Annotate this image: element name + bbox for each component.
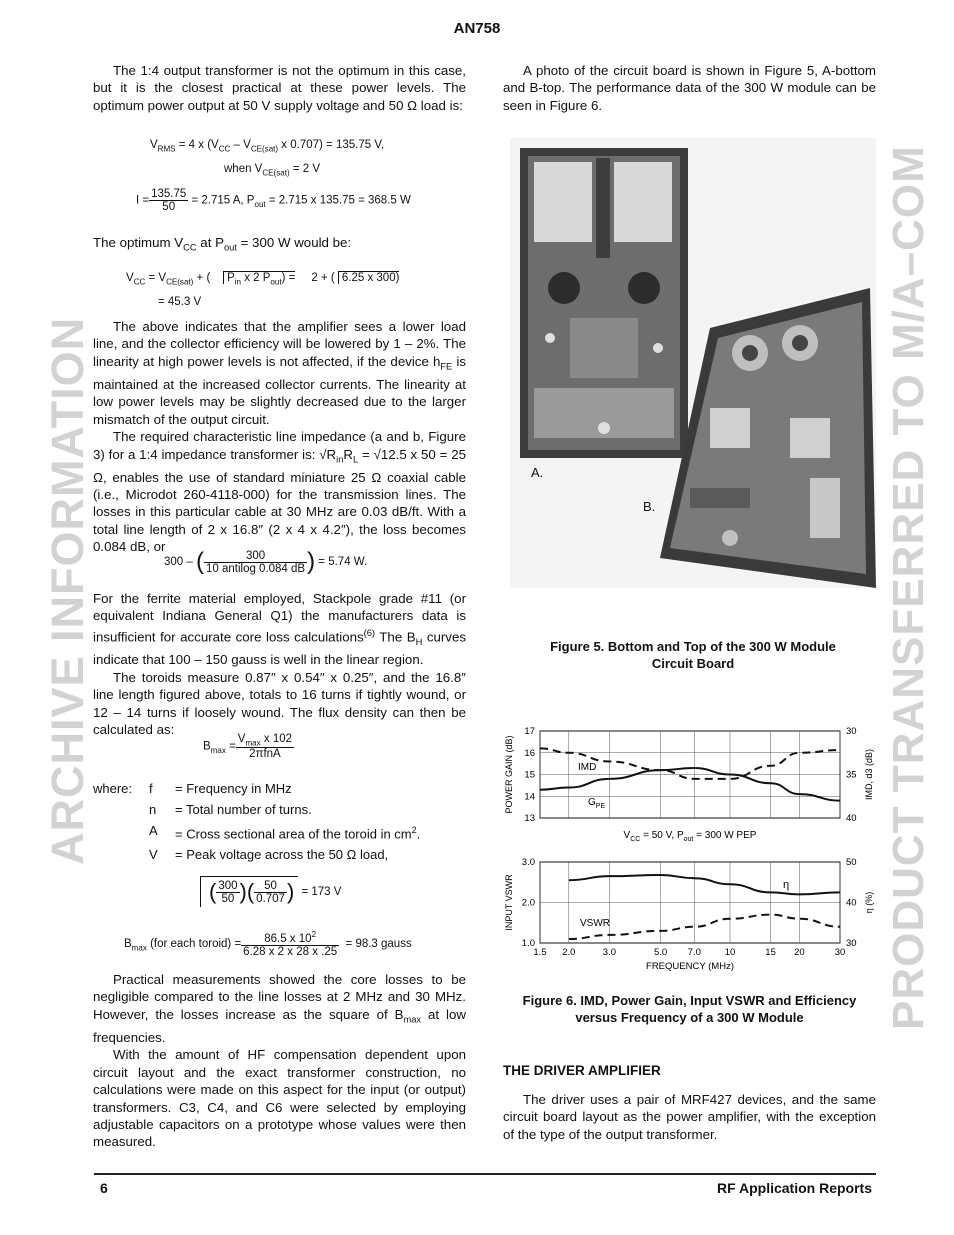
y-tick-label: 13 bbox=[524, 813, 535, 824]
y-right-tick-label: 30 bbox=[846, 726, 857, 737]
x-tick-label: 30 bbox=[834, 947, 846, 958]
y-right-axis-title: IMD, d3 (dB) bbox=[864, 748, 874, 801]
eq-current: I = $\frac{135.75}{50}$ = 2.715 A, $P_{out} = 2.715$ x 135.75 = 368.5 W bbox=[136, 188, 411, 213]
y-tick-label: 2.0 bbox=[521, 897, 535, 909]
photo-label-a: A. bbox=[531, 465, 544, 480]
right-para-1: A photo of the circuit board is shown in Figure 5, A-bottom and B-top. The performance data of the 300 W module can be seen in Figure 6. bbox=[503, 63, 876, 113]
x-tick-label: 10 bbox=[724, 947, 736, 958]
footer-rule bbox=[94, 1173, 876, 1175]
x-tick-label: 15 bbox=[765, 947, 776, 958]
eq-loss: 300 – ( $\frac{300}{\text{10 antilog 0.084 dB}}$ ) = 5.74 W. bbox=[164, 548, 368, 575]
right-para-2: The driver uses a pair of MRF427 devices, and the same circuit board layout as the power amplifier, with the exception of the type of the output transformer. bbox=[503, 1092, 876, 1142]
y-tick-label: 3.0 bbox=[521, 857, 535, 868]
y-tick-label: 1.0 bbox=[521, 938, 535, 949]
figure-5-caption: Figure 5. Bottom and Top of the 300 W Module Circuit Board bbox=[550, 639, 836, 671]
left-para-2: The optimum $V_{CC}$ at $P_{out} = 300$ W would be: bbox=[93, 235, 352, 253]
x-tick-label: 1.5 bbox=[533, 947, 547, 958]
eq-vcc: $V_{CC} = V_{CE(sat)}$ + ( $P_{in}$ x 2 $P_{out}$) = 2 + ( 6.25 x 300) bbox=[126, 272, 400, 287]
eq-bmax-toroid: $B_{max}$ (for each toroid) = $\frac{86.5 x 10^2}{6.28 x 2 x 28 x .25}$ = 98.3 gauss bbox=[124, 930, 412, 958]
chart-annotation: $V_{CC} = 50$ V, $P_{out} = 300$ W PEP bbox=[623, 830, 757, 843]
left-para-4: For the ferrite material employed, Stackpole grade #11 (or equivalent Indiana General Q1) the manufacturers data is insufficient for accurate core loss calculations$^{(6)}$ The $B_H$ curves indicate that 100 – 150 gauss is well in the linear region. The toroids measure 0.87″ x 0.54″ x 0.25″, and the 16.8″ line length figured above, totals to 16 turns if tightly wound, or 12 – 14 turns if loosely wound. The flux density can then be calculated as: bbox=[93, 591, 467, 737]
y-right-tick-label: 35 bbox=[846, 769, 857, 781]
y-right-tick-label: 40 bbox=[846, 813, 857, 824]
left-para-5: Practical measurements showed the core losses to be negligible compared to the line losses at 2 MHz and 30 MHz. However, the losses increase as the square of $B_{max}$ at low frequencies. With the amount of HF compensation dependent upon circuit layout and the exact transformer construction, no calculations were made on this aspect for the input (or output) transformers. C3, C4, and C6 were selected by employing adjustable capacitors on a prototype whose values were then measured. bbox=[93, 972, 466, 1150]
eq-when: when $V_{CE(sat)} = 2$ V bbox=[224, 163, 321, 178]
watermark-left: ARCHIVE INFORMATION bbox=[42, 316, 93, 865]
x-tick-label: 20 bbox=[794, 947, 805, 958]
figure-6-caption: Figure 6. IMD, Power Gain, Input VSWR and Efficiency versus Frequency of a 300 W Module bbox=[522, 993, 857, 1025]
section-heading: THE DRIVER AMPLIFIER bbox=[503, 1063, 661, 1078]
series-label-gain: $G_{PE}$ bbox=[588, 797, 606, 810]
imd-gain-vswr-chart bbox=[500, 726, 876, 976]
document-header: AN758 bbox=[453, 20, 501, 37]
footer-title: RF Application Reports bbox=[716, 1180, 872, 1196]
left-para-3: The above indicates that the amplifier sees a lower load line, and the collector efficiency will be lowered by 1 – 2%. The linearity at high power levels is not affected, if the device $h_{FE}$ is maintained at the increased collector currents. The linearity at low power levels may be slightly decreased due to the larger mismatch of the output circuit. The required characteristic line impedance (a and b, Figure 3) for a 1:4 impedance transformer is: $√R_{in}R_L = √12.5$ x 50 = 25 Ω, enables the use of standard miniature 25 Ω coaxial cable (i.e., Microdot 260-4118-000) for the transmission lines. The losses in this particular cable at 30 MHz are 0.03 dB/ft. With a total line length of 2 x 16.8″ (2 x 4 x 4.2″), the loss becomes 0.084 dB, or bbox=[93, 319, 466, 555]
x-axis-title: FREQUENCY (MHz) bbox=[646, 961, 734, 972]
x-tick-label: 5.0 bbox=[653, 947, 668, 958]
photo-label-b: B. bbox=[643, 499, 656, 514]
eq-vcc-result: = 45.3 V bbox=[158, 296, 202, 308]
eq-peak-voltage: ( $\frac{300}{50}$ )( $\frac{50}{0.707}$ ) = 173 V bbox=[200, 876, 341, 907]
watermark-right: PRODUCT TRANSFERRED TO M/A–COM bbox=[884, 145, 933, 1030]
circuit-board-illustration bbox=[510, 138, 876, 588]
y-right-tick-label: 50 bbox=[846, 857, 857, 868]
x-tick-label: 7.0 bbox=[687, 947, 701, 958]
eq-bmax: $B_{max}$ = $\frac{V_{max} x 102}{\text{2πfnA}}$ bbox=[203, 733, 293, 761]
y-right-tick-label: 40 bbox=[846, 897, 857, 909]
page-number: 6 bbox=[100, 1180, 108, 1196]
y-tick-label: 16 bbox=[524, 747, 535, 759]
y-tick-label: 14 bbox=[524, 791, 535, 803]
left-para-1: The 1:4 output transformer is not the optimum in this case, but it is the closest practical at these power levels. The optimum power output at 50 V supply voltage and 50 Ω load is: bbox=[93, 63, 466, 113]
where-list: where: f = Frequency in MHz n = Total number of turns. A = Cross sectional area of the toroid in $cm^2$. V = Peak voltage across the 50 Ω load, bbox=[93, 781, 421, 863]
y-tick-label: 15 bbox=[524, 769, 535, 781]
eq-vrms: $V_{RMS} = 4$ x ($V_{CC} - V_{CE(sat)}$ x 0.707) = 135.75 V, bbox=[150, 139, 385, 154]
y-tick-label: 17 bbox=[524, 726, 535, 737]
figure-6-chart bbox=[500, 726, 876, 976]
series-label-vswr: VSWR bbox=[580, 918, 610, 929]
y-axis-title: INPUT VSWR bbox=[504, 874, 514, 931]
circuit-board-photo bbox=[510, 138, 876, 588]
x-tick-label: 3.0 bbox=[602, 947, 617, 958]
series-label-eta: η bbox=[783, 879, 790, 891]
y-axis-title: POWER GAIN (dB) bbox=[504, 735, 514, 814]
series-label-imd: IMD bbox=[578, 762, 597, 773]
x-tick-label: 2.0 bbox=[562, 947, 576, 958]
y-right-tick-label: 30 bbox=[846, 938, 857, 949]
y-right-axis-title: η (%) bbox=[864, 891, 874, 914]
